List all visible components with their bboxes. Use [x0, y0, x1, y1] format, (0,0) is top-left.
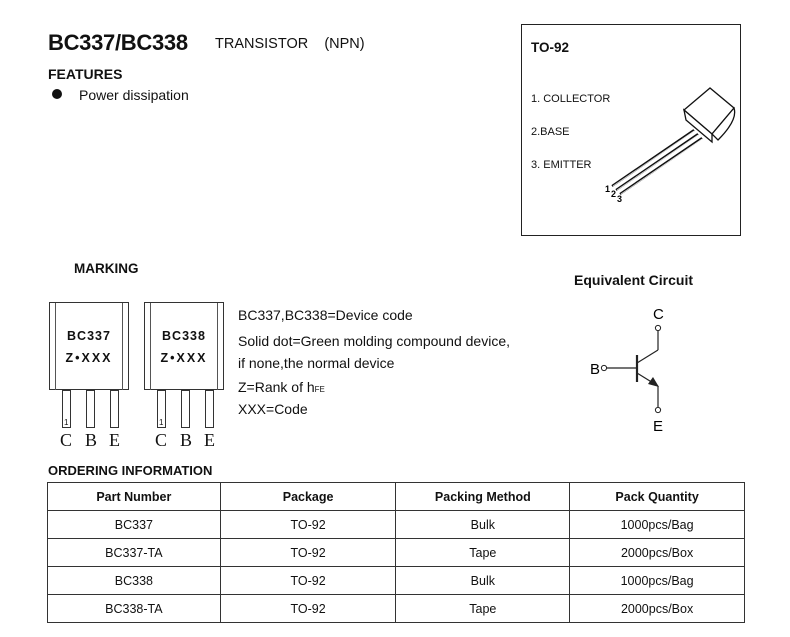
- chip2-pin1-mark: 1: [159, 418, 164, 427]
- col-header-packing-method: Packing Method: [396, 483, 570, 511]
- device-polarity: (NPN): [324, 36, 365, 52]
- chip-face: [55, 303, 123, 390]
- cell-package: TO-92: [220, 595, 396, 623]
- chip2-label-b: B: [180, 430, 193, 450]
- cell-package: TO-92: [220, 567, 396, 595]
- features-heading: FEATURES: [48, 66, 123, 82]
- chip1-pin1-mark: 1: [64, 418, 69, 427]
- feature-item: Power dissipation: [79, 87, 189, 103]
- table-row: [48, 595, 745, 623]
- to92-package-drawing: [600, 84, 740, 210]
- col-header-pack-quantity: Pack Quantity: [570, 483, 745, 511]
- to92-body-icon: [684, 88, 735, 142]
- equivalent-circuit-heading: Equivalent Circuit: [574, 272, 694, 288]
- cell-package: TO-92: [220, 539, 396, 567]
- pin-number-2: 2: [611, 189, 617, 199]
- chip-marking-line1: BC337: [67, 329, 111, 343]
- bullet-icon: [52, 89, 62, 99]
- table-row: [48, 539, 745, 567]
- cell-part-number: BC337-TA: [48, 539, 221, 567]
- cell-packing-method: Bulk: [396, 511, 570, 539]
- desc-device-code: BC337,BC338=Device code: [238, 307, 413, 323]
- cell-packing-method: Bulk: [396, 567, 570, 595]
- desc-code: XXX=Code: [238, 401, 308, 417]
- table-row: [48, 511, 745, 539]
- chip1-lead-b: [86, 390, 95, 428]
- col-header-part-number: Part Number: [48, 483, 221, 511]
- cell-pack-quantity: 1000pcs/Bag: [570, 567, 745, 595]
- chip1-label-e: E: [109, 430, 120, 450]
- chip1-label-c: C: [60, 430, 73, 450]
- circuit-label-b: B: [590, 361, 601, 378]
- cell-pack-quantity: 2000pcs/Box: [570, 539, 745, 567]
- chip-marking-line2: Z•XXX: [65, 351, 113, 365]
- pin-number-1: 1: [605, 184, 611, 194]
- cell-part-number: BC337: [48, 511, 221, 539]
- cell-pack-quantity: 1000pcs/Bag: [570, 511, 745, 539]
- device-type: [215, 36, 365, 52]
- pin-label-collector: 1. COLLECTOR: [531, 93, 611, 105]
- device-type-label: TRANSISTOR: [215, 36, 309, 52]
- chip-face: [150, 303, 218, 390]
- chip2-lead-b: [181, 390, 190, 428]
- chip2-label-c: C: [155, 430, 168, 450]
- circuit-label-c: C: [653, 306, 664, 323]
- cell-packing-method: Tape: [396, 539, 570, 567]
- col-header-package: Package: [220, 483, 396, 511]
- to92-leads-icon: [612, 130, 702, 194]
- chip2-label-e: E: [204, 430, 215, 450]
- desc-rank-text: Z=Rank of h: [238, 379, 315, 395]
- page-title: BC337/BC338: [48, 30, 188, 55]
- pin-label-emitter: 3. EMITTER: [531, 159, 592, 171]
- table-header-row: [48, 483, 745, 511]
- circuit-label-e: E: [653, 418, 664, 435]
- chip-marking-line1: BC338: [162, 329, 206, 343]
- chip2-lead-e: [205, 390, 214, 428]
- pin-label-base: 2.BASE: [531, 126, 570, 138]
- cell-part-number: BC338-TA: [48, 595, 221, 623]
- npn-transistor-symbol-icon: [585, 300, 685, 440]
- cell-package: TO-92: [220, 511, 396, 539]
- marking-heading: MARKING: [74, 261, 139, 276]
- cell-pack-quantity: 2000pcs/Box: [570, 595, 745, 623]
- chip-marking-line2: Z•XXX: [160, 351, 208, 365]
- desc-rank-subscript: FE: [314, 385, 325, 394]
- pin-number-3: 3: [617, 194, 623, 204]
- chip1-lead-e: [110, 390, 119, 428]
- package-title: TO-92: [531, 40, 570, 55]
- ordering-table: [47, 482, 745, 623]
- cell-part-number: BC338: [48, 567, 221, 595]
- table-row: [48, 567, 745, 595]
- cell-packing-method: Tape: [396, 595, 570, 623]
- desc-normal-device: if none,the normal device: [238, 355, 395, 371]
- chip1-label-b: B: [85, 430, 98, 450]
- desc-solid-dot: Solid dot=Green molding compound device,: [238, 333, 511, 349]
- ordering-heading: ORDERING INFORMATION: [48, 463, 213, 478]
- marking-chip-bc337: [49, 302, 129, 390]
- marking-chip-bc338: [144, 302, 224, 390]
- desc-rank: [238, 379, 325, 395]
